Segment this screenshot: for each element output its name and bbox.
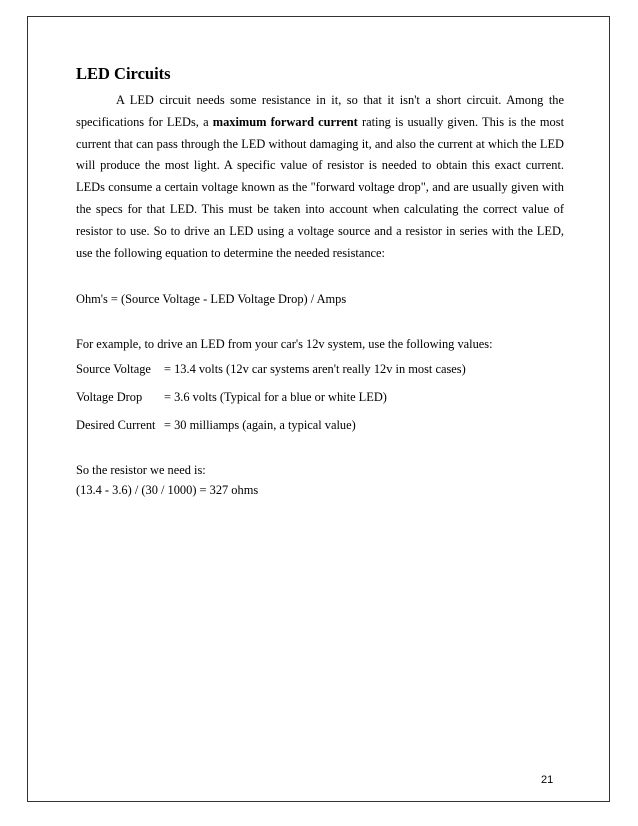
value-row-source-voltage: [76, 359, 564, 379]
value-text: = 13.4 volts (12v car systems aren't really 12v in most cases): [164, 362, 466, 377]
value-row-voltage-drop: [76, 387, 564, 407]
result-calculation: (13.4 - 3.6) / (30 / 1000) = 327 ohms: [76, 483, 259, 498]
paragraph-bold-term: maximum forward current: [212, 114, 358, 129]
page-number: 21: [541, 774, 554, 786]
value-label: Desired Current: [76, 418, 156, 433]
body-paragraph: [76, 90, 564, 264]
resistance-formula: Ohm's = (Source Voltage - LED Voltage Drop) / Amps: [76, 292, 347, 307]
paragraph-text-part2: rating is usually given. This is the most current that can pass through the LED without damaging it, and also the current at which the LED will produce the most light. A specific value of resistor is needed to obtain this exact current. LEDs consume a certain voltage known as the "forward voltage drop", and are usually given with the specs for that LED. This must be taken into account when calculating the correct value of resistor to use. So to drive an LED using a voltage source and a resistor in series with the LED, use the following equation to determine the needed resistance:: [76, 114, 565, 260]
result-intro: So the resistor we need is:: [76, 463, 206, 478]
value-text: = 3.6 volts (Typical for a blue or white LED): [164, 390, 387, 405]
value-text: = 30 milliamps (again, a typical value): [164, 418, 356, 433]
value-row-desired-current: [76, 415, 564, 435]
paragraph-text-part1: A LED circuit needs some resistance in it, so that it isn't a short circuit. Among the specifications for LEDs, a: [76, 93, 564, 129]
example-intro: For example, to drive an LED from your car's 12v system, use the following values:: [76, 337, 493, 352]
values-list: [76, 359, 564, 435]
section-title: LED Circuits: [76, 64, 171, 83]
value-label: Source Voltage: [76, 362, 151, 377]
page-content: [76, 64, 564, 500]
value-label: Voltage Drop: [76, 390, 143, 405]
